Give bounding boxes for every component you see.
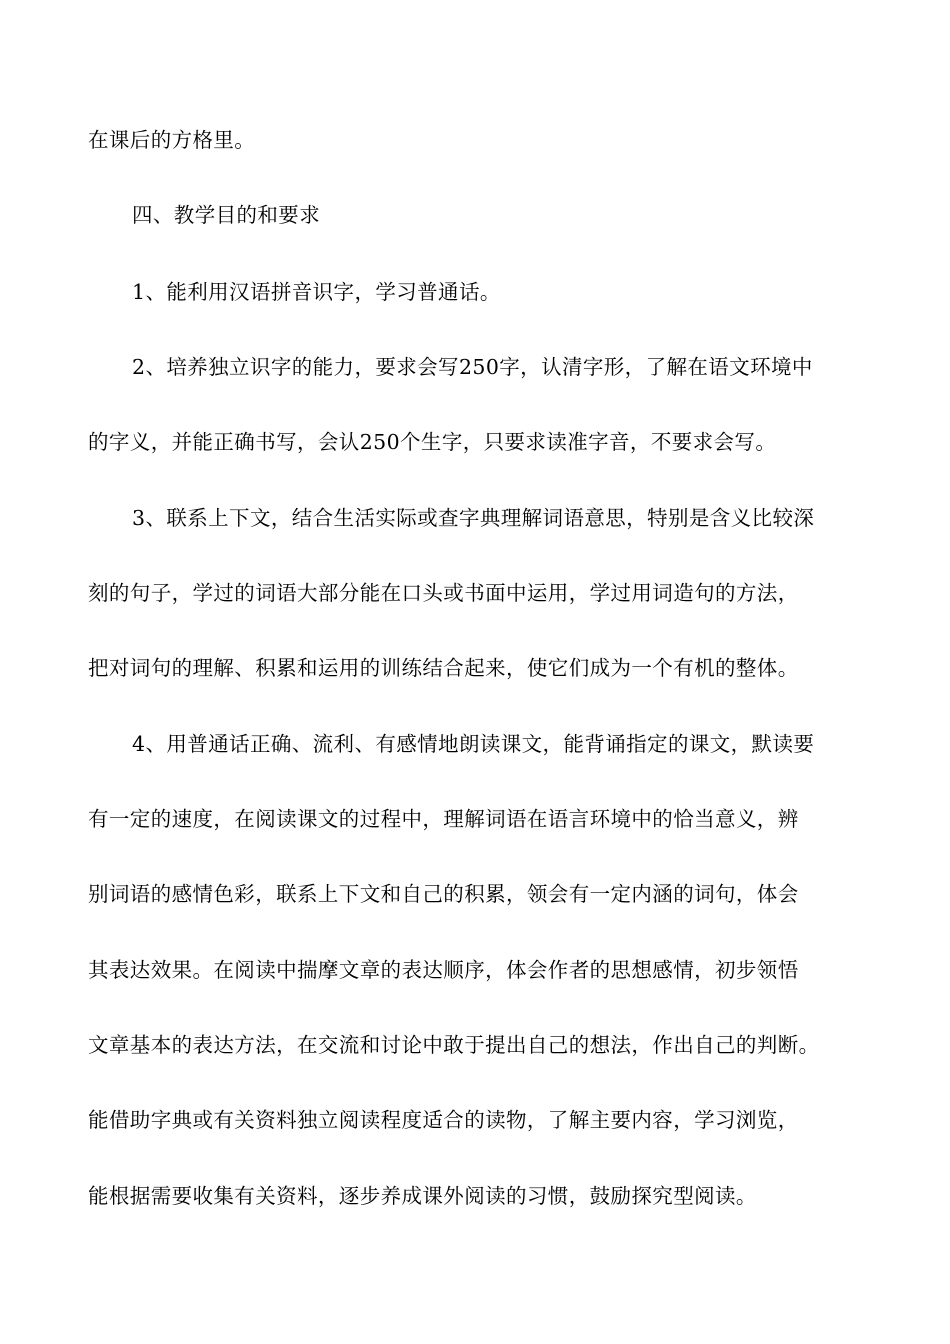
text-line-5: 的字义，并能正确书写，会认250个生字，只要求读准字音，不要求会写。: [88, 430, 777, 454]
text-line-8: 把对词句的理解、积累和运用的训练结合起来，使它们成为一个有机的整体。: [88, 656, 799, 680]
text-line-9: 4、用普通话正确、流利、有感情地朗读课文，能背诵指定的课文，默读要: [132, 732, 815, 756]
text-line-1: 在课后的方格里。: [88, 128, 256, 152]
text-line-6: 3、联系上下文，结合生活实际或查字典理解词语意思，特别是含义比较深: [132, 506, 815, 530]
text-line-13: 文章基本的表达方法，在交流和讨论中敢于提出自己的想法，作出自己的判断。: [88, 1033, 820, 1057]
text-line-3: 1、能利用汉语拼音识字，学习普通话。: [132, 280, 501, 304]
text-line-7: 刻的句子，学过的词语大部分能在口头或书面中运用，学过用词造句的方法，: [88, 581, 799, 605]
text-line-4: 2、培养独立识字的能力，要求会写250字，认清字形，了解在语文环境中: [132, 355, 813, 379]
text-line-14: 能借助字典或有关资料独立阅读程度适合的读物，了解主要内容，学习浏览，: [88, 1108, 799, 1132]
section-heading: 四、教学目的和要求: [132, 203, 321, 227]
text-line-11: 别词语的感情色彩，联系上下文和自己的积累，领会有一定内涵的词句，体会: [88, 882, 799, 906]
text-line-10: 有一定的速度，在阅读课文的过程中，理解词语在语言环境中的恰当意义，辨: [88, 807, 799, 831]
text-line-12: 其表达效果。在阅读中揣摩文章的表达顺序，体会作者的思想感情，初步领悟: [88, 958, 799, 982]
text-line-15: 能根据需要收集有关资料，逐步养成课外阅读的习惯，鼓励探究型阅读。: [88, 1184, 757, 1208]
